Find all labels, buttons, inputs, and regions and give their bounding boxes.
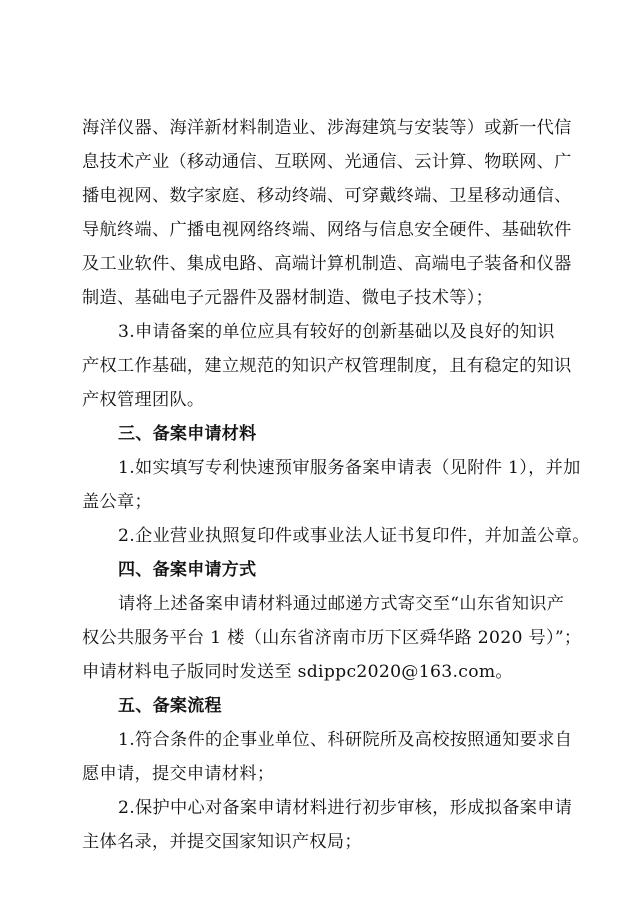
paragraph-line: 2.企业营业执照复印件或事业法人证书复印件，并加盖公章。 — [118, 526, 590, 546]
paragraph-line: 3.申请备案的单位应具有较好的创新基础以及良好的知识 — [118, 322, 555, 342]
paragraph-line: 1.符合条件的企事业单位、科研院所及高校按照通知要求自 — [118, 730, 573, 750]
paragraph-line: 息技术产业（移动通信、互联网、光通信、云计算、物联网、广 — [82, 152, 572, 172]
paragraph-line: 请将上述备案申请材料通过邮递方式寄交至“山东省知识产 — [118, 594, 565, 614]
paragraph-line: 愿申请，提交申请材料； — [82, 764, 275, 784]
paragraph-line: 产权管理团队。 — [82, 390, 205, 410]
paragraph-line: 1.如实填写专利快速预审服务备案申请表（见附件 1），并加 — [118, 458, 581, 478]
section-heading: 四、备案申请方式 — [118, 560, 257, 580]
paragraph-line: 及工业软件、集成电路、高端计算机制造、高端电子装备和仪器 — [82, 254, 572, 274]
paragraph-line: 播电视网、数字家庭、移动终端、可穿戴终端、卫星移动通信、 — [82, 186, 572, 206]
paragraph-line: 申请材料电子版同时发送至 sdippc2020@163.com。 — [82, 662, 513, 682]
paragraph-line: 盖公章； — [82, 492, 152, 512]
paragraph-line: 制造、基础电子元器件及器材制造、微电子技术等）； — [82, 288, 494, 308]
paragraph-line: 海洋仪器、海洋新材料制造业、涉海建筑与安装等）或新一代信 — [82, 118, 572, 138]
section-heading: 三、备案申请材料 — [118, 424, 257, 444]
paragraph-line: 主体名录，并提交国家知识产权局； — [82, 832, 362, 852]
paragraph-line: 产权工作基础，建立规范的知识产权管理制度，且有稳定的知识 — [82, 356, 572, 376]
paragraph-line: 导航终端、广播电视网络终端、网络与信息安全硬件、基础软件 — [82, 220, 572, 240]
section-heading: 五、备案流程 — [118, 696, 222, 716]
paragraph-line: 权公共服务平台 1 楼（山东省济南市历下区舜华路 2020 号）”； — [82, 628, 582, 648]
paragraph-line: 2.保护中心对备案申请材料进行初步审核，形成拟备案申请 — [118, 798, 573, 818]
